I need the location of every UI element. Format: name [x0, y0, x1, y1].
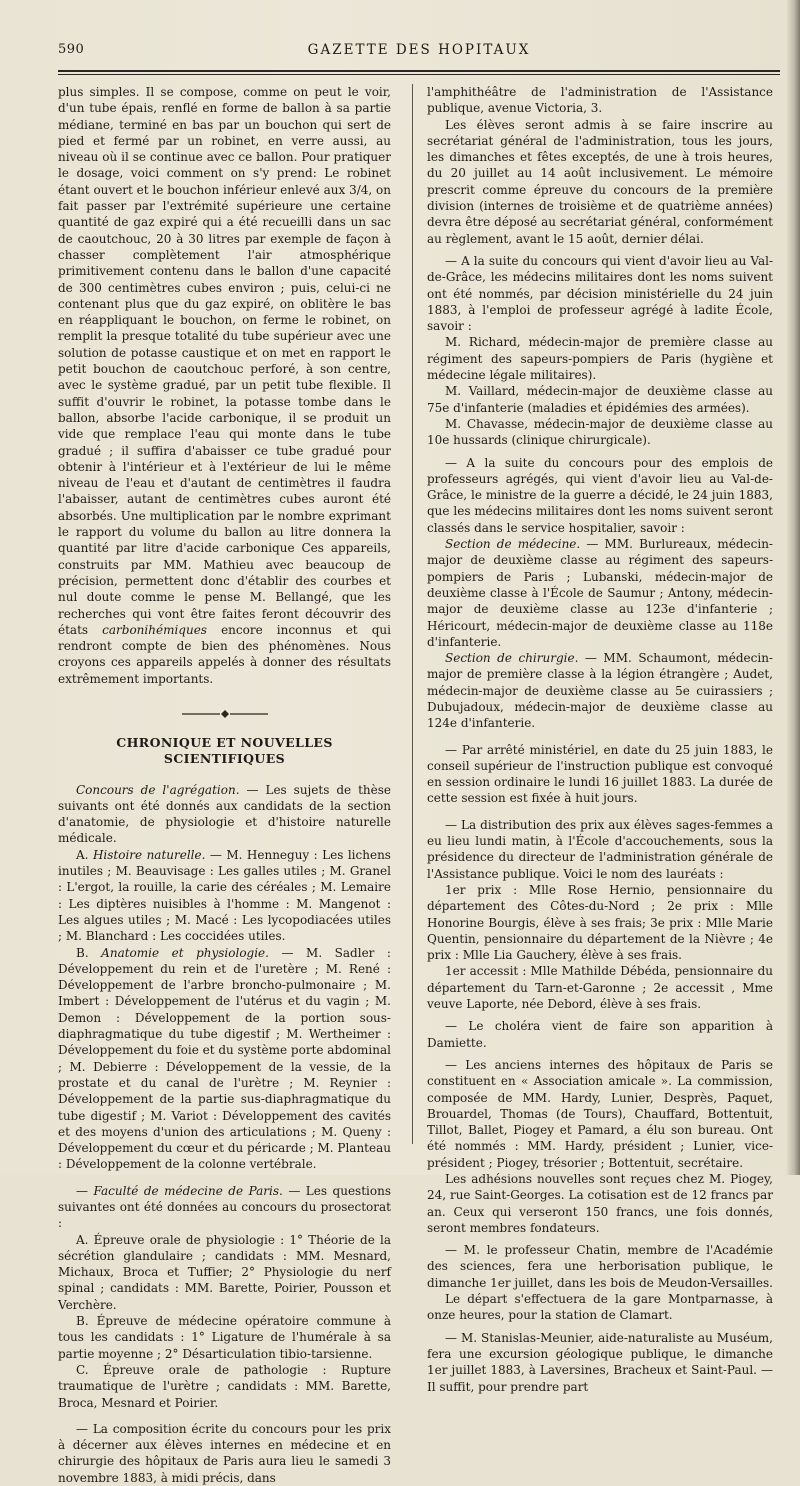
paragraph: B. Épreuve de médecine opératoire commune à tous les candidats : 1° Ligature de l'humérale à sa partie moyenne ; 2° Désarticulation tibio-tarsienne.	[58, 1314, 391, 1361]
paragraph: — M. le professeur Chatin, membre de l'Académie des sciences, fera une herborisation publique, le dimanche 1er juillet, dans les bois de Meudon-Versailles.	[427, 1243, 773, 1290]
paragraph: M. Vaillard, médecin-major de deuxième classe au 75e d'infanterie (maladies et épidémies des armées).	[427, 384, 773, 415]
header-rule-thick	[58, 70, 780, 72]
column-divider	[412, 84, 413, 1144]
paragraph: — La distribution des prix aux élèves sages-femmes a eu lieu lundi matin, à l'École d'accouchements, sous la présidence du directeur de l'administration générale de l'Assistance publique. Voici le nom des lauréats :	[427, 817, 773, 881]
paragraph: l'amphithéâtre de l'administration de l'Assistance publique, avenue Victoria, 3.	[427, 85, 773, 116]
paragraph: plus simples. Il se compose, comme on peut le voir, d'un tube épais, renflé en forme de ballon à sa partie médiane, terminé en bas par un bouchon qui sert de pied et fermé par un robinet, en verre aussi, au niveau où il se continue avec ce ballon. Pour pratiquer le dosage, voici comment on s'y prend: Le robinet étant ouvert et le bouchon inférieur enlevé aux 3/4, on fait passer par l'extrémité supérieure une certaine quantité de gaz expiré qui a été recueilli dans un sac de caoutchouc, 20 à 30 litres par exemple de façon à chasser complètement l'air atmosphérique primitivement contenu dans le ballon d'une capacité de 300 centimètres cubes environ ; puis, celui-ci ne contenant plus que du gaz expiré, on oblitère le bas en réappliquant le bouchon, on ferme le robinet, on remplit la presque totalité du tube supérieur avec une solution de potasse caustique et on met en rapport le petit bouchon de caoutchouc perforé, à son centre, avec le système gradué, par un petit tube flexible. Il suffit d'ouvrir le robinet, la potasse tombe dans le ballon, absorbe l'acide carbonique, il se produit un vide que remplace l'eau qui monte dans le tube gradué ; il suffira d'abaisser ce tube gradué pour obtenir à l'intérieur et à l'extérieur de lui le même niveau de l'eau et d'autant de centimètres il faudra l'abaisser, autant de centimètres cubes auront été absorbés. Une multiplication par le nombre exprimant le rapport du volume du ballon au litre donnera la quantité par litre d'acide carbonique Ces appareils, construits par MM. Mathieu avec beaucoup de précision, permettent donc d'établir des courbes et nul doute comme le pense M. Bellangé, que les recherches qui vont être faites feront découvrir des états carbonihémiques encore inconnus et qui rendront compte de bien des phénomènes. Nous croyons ces appareils appelés à donner des résultats extrêmement importants.	[58, 85, 391, 686]
page-number: 590	[58, 42, 85, 57]
paragraph: M. Richard, médecin-major de première classe au régiment des sapeurs-pompiers de Paris (hygiène et médecine légale militaires).	[427, 335, 773, 383]
paragraph: A. Histoire naturelle. — M. Henneguy : Les lichens inutiles ; M. Beauvisage : Les galles utiles ; M. Granel : L'ergot, la rouille, la carie des céréales ; M. Lemaire : Les diptères nuisibles à l'homme : M. Mangenot : Les algues utiles ; M. Macé : Les lycopodiacées utiles ; M. Blanchard : Les coccidées utiles.	[58, 847, 391, 944]
paragraph: M. Chavasse, médecin-major de deuxième classe au 10e hussards (clinique chirurgicale).	[427, 416, 773, 448]
ornament-rule-icon	[182, 709, 268, 719]
paragraph: Les adhésions nouvelles sont reçues chez M. Piogey, 24, rue Saint-Georges. La cotisation est de 12 francs par an. Ceux qui verseront 150 francs, une fois donnés, seront membres fondateurs.	[427, 1172, 773, 1235]
paragraph: — Le choléra vient de faire son apparition à Damiette.	[427, 1019, 773, 1050]
paragraph: B. Anatomie et physiologie. — M. Sadler : Développement du rein et de l'uretère ; M. René : Développement de l'arbre broncho-pulmonaire ; M. Imbert : Développement de l'utérus et du vagin ; M. Demon : Développement de la portion sous-diaphragmatique du tube digestif ; M. Wertheimer : Développement du foie et du système porte abdominal ; M. Debierre : Développement de la vessie, de la prostate et du canal de l'urètre ; M. Reynier : Développement de la partie sus-diaphragmatique du tube digestif ; M. Variot : Développement des cavités et des moyens d'union des articulations ; M. Queny : Développement du cœur et du péricarde ; M. Planteau : Développement de la colonne vertébrale.	[58, 945, 391, 1172]
running-title: GAZETTE DES HOPITAUX	[307, 42, 531, 58]
paragraph: Les élèves seront admis à se faire inscrire au secrétariat général de l'administration, tous les jours, les dimanches et fêtes exceptés, de une à trois heures, du 20 juillet au 14 août inclusivement. Le mémoire prescrit comme épreuve du concours de la première division (internes de troisième et de quatrième années) devra être déposé au secrétariat général, conformément au règlement, avant le 15 août, dernier délai.	[427, 117, 773, 246]
paragraph: A. Épreuve orale de physiologie : 1° Théorie de la sécrétion glandulaire ; candidats : MM. Mesnard, Michaux, Broca et Tuffier; 2° Physiologie du nerf spinal ; candidats : MM. Barette, Poirier, Pousson et Verchère.	[58, 1232, 391, 1312]
book-gutter-shadow	[786, 0, 800, 1175]
paragraph: Le départ s'effectuera de la gare Montparnasse, à onze heures, pour la station de Clamart.	[427, 1292, 773, 1323]
paragraph: — Faculté de médecine de Paris. — Les questions suivantes ont été données au concours du prosectorat :	[58, 1183, 391, 1231]
paragraph: — M. Stanislas-Meunier, aide-naturaliste au Muséum, fera une excursion géologique publique, le dimanche 1er juillet 1883, à Laversines, Bracheux et Saint-Paul. — Il suffit, pour prendre part	[427, 1330, 773, 1394]
paragraph: C. Épreuve orale de pathologie : Rupture traumatique de l'urètre ; candidats : MM. Barette, Broca, Mesnard et Poirier.	[58, 1362, 391, 1410]
section-title: CHRONIQUE ET NOUVELLES SCIENTIFIQUES	[116, 734, 333, 767]
paragraph: — A la suite du concours qui vient d'avoir lieu au Val-de-Grâce, les médecins militaires dont les noms suivent ont été nommés, par décision ministérielle du 24 juin 1883, à l'emploi de professeur agrégé à ladite École, savoir :	[427, 253, 773, 334]
paragraph: Section de médecine. — MM. Burlureaux, médecin-major de deuxième classe au régiment des sapeurs-pompiers de Paris ; Lubanski, médecin-major de deuxième classe à l'École de Saumur ; Antony, médecin-major de deuxième classe au 123e d'infanterie ; Héricourt, médecin-major de deuxième classe au 118e d'infanterie.	[427, 537, 773, 649]
paragraph: 1er prix : Mlle Rose Hernio, pensionnaire du département des Côtes-du-Nord ; 2e prix : Mlle Honorine Bourgis, élève à ses frais; 3e prix : Mlle Marie Quentin, pensionnaire du département de la Nièvre ; 4e prix : Mlle Lia Gauchery, élève à ses frais.	[427, 882, 773, 963]
header-rule-thin	[58, 74, 780, 75]
left-column	[58, 84, 391, 1486]
paragraph: Concours de l'agrégation. — Les sujets de thèse suivants ont été donnés aux candidats de la section d'anatomie, de physiologie et d'histoire naturelle médicale.	[58, 782, 391, 846]
ornamental-separator	[58, 709, 391, 721]
paragraph: Section de chirurgie. — MM. Schaumont, médecin-major de première classe à la légion étrangère ; Audet, médecin-major de deuxième classe au 5e cuirassiers ; Dubujadoux, médecin-major de deuxième classe au 124e d'infanterie.	[427, 651, 773, 731]
paragraph: — Par arrêté ministériel, en date du 25 juin 1883, le conseil supérieur de l'instruction publique est convoqué en session ordinaire le lundi 16 juillet 1883. La durée de cette session est fixée à huit jours.	[427, 742, 773, 806]
paragraph: — Les anciens internes des hôpitaux de Paris se constituent en « Association amicale ». La commission, composée de MM. Hardy, Lunier, Desprès, Paquet, Brouardel, Thomas (de Tours), Chauffard, Bottentuit, Tillot, Ballet, Piogey et Pamard, a élu son bureau. Ont été nommés : MM. Hardy, président ; Lunier, vice-président ; Piogey, trésorier ; Bottentuit, secrétaire.	[427, 1057, 773, 1170]
page-header	[58, 40, 780, 64]
paragraph: — A la suite du concours pour des emplois de professeurs agrégés, qui vient d'avoir lieu au Val-de-Grâce, le ministre de la guerre a décidé, le 24 juin 1883, que les médecins militaires dont les noms suivent seront classés dans le service hospitalier, savoir :	[427, 455, 773, 535]
paragraph: — La composition écrite du concours pour les prix à décerner aux élèves internes en médecine et en chirurgie des hôpitaux de Paris aura lieu le samedi 3 novembre 1883, à midi précis, dans	[58, 1421, 391, 1485]
right-column	[427, 84, 773, 1395]
paragraph: 1er accessit : Mlle Mathilde Débéda, pensionnaire du département du Tarn-et-Garonne ; 2e accessit , Mme veuve Laporte, née Debord, élève à ses frais.	[427, 964, 773, 1012]
